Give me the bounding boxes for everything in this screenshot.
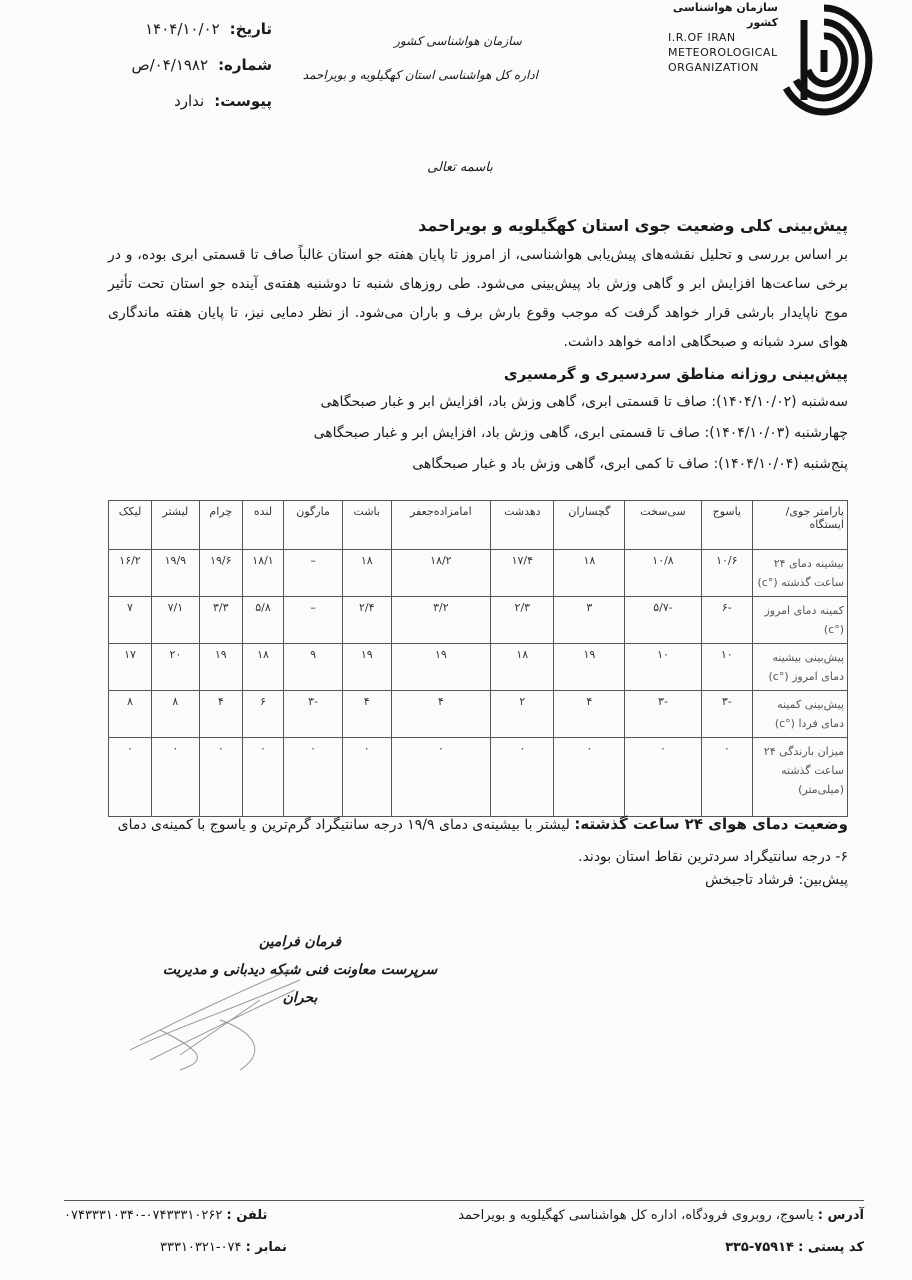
number-row: [112, 56, 272, 92]
postal-value: ۷۵۹۱۴-۳۳۵: [725, 1240, 794, 1255]
table-cell: -۳: [625, 691, 701, 738]
row-label: بیشینه دمای ۲۴ ساعت گذشته (°c): [753, 550, 848, 597]
table-cell: ۰: [199, 738, 242, 817]
footer-phone: [64, 1208, 267, 1223]
table-cell: ۷: [109, 597, 152, 644]
table-cell: ۵/۸: [242, 597, 283, 644]
date-row: [112, 20, 272, 56]
table-cell: ۱۰: [701, 644, 752, 691]
meteorological-organization-logo: [664, 0, 874, 120]
table-cell: ۹: [284, 644, 343, 691]
table-cell: ۱۶/۲: [109, 550, 152, 597]
status-label: وضعیت دمای هوای ۲۴ ساعت گذشته:: [574, 815, 848, 833]
daily-forecast-line: پنج‌شنبه (۱۴۰۴/۱۰/۰۴): صاف تا کمی ابری، گاهی وزش باد و غبار صبحگاهی: [412, 456, 848, 472]
organization-names: [302, 24, 538, 92]
table-cell: ۰: [152, 738, 200, 817]
date-label: تاریخ:: [229, 20, 272, 38]
table-cell: ۱۸: [343, 550, 392, 597]
table-cell: ۱۹: [391, 644, 491, 691]
station-weather-table: [108, 500, 848, 817]
signer-name: فرمان فرامین: [258, 934, 342, 950]
status-text: لیشتر با بیشینه‌ی دمای ۱۹/۹ درجه سانتیگراد گرم‌ترین و یاسوج با کمینه‌ی دمای ۶- درجه سانتیگراد سردترین نقاط استان بودند.: [117, 817, 848, 865]
org-line-2: اداره کل هواشناسی استان کهگیلویه و بویراحمد: [302, 68, 538, 82]
table-cell: ۲: [491, 691, 554, 738]
table-cell: ۴: [391, 691, 491, 738]
table-cell: ۰: [491, 738, 554, 817]
temperature-status: [108, 808, 848, 873]
table-cell: ۰: [284, 738, 343, 817]
table-cell: ۰: [242, 738, 283, 817]
date-value: ۱۴۰۴/۱۰/۰۲: [145, 20, 220, 38]
fax-value: ۰۷۴-۳۳۳۱۰۳۲۱: [160, 1240, 242, 1255]
table-cell: ۱۸/۲: [391, 550, 491, 597]
table-header-cell: چرام: [199, 501, 242, 550]
daily-forecast-line: سه‌شنبه (۱۴۰۴/۱۰/۰۲): صاف تا قسمتی ابری، گاهی وزش باد، افزایش ابر و غبار صبحگاهی: [320, 394, 848, 410]
table-row: [109, 738, 848, 817]
table-header-cell: باشت: [343, 501, 392, 550]
table-header-cell: لنده: [242, 501, 283, 550]
table-header-cell: سی‌سخت: [625, 501, 701, 550]
row-label: پیش‌بینی بیشینه دمای امروز (°c): [753, 644, 848, 691]
table-cell: ۱۹/۶: [199, 550, 242, 597]
handwritten-signature-icon: [120, 960, 320, 1080]
row-label: پیش‌بینی کمینه دمای فردا (°c): [753, 691, 848, 738]
address-label: آدرس :: [817, 1208, 864, 1223]
logo-en-line-1: I.R.OF IRAN: [668, 31, 736, 44]
table-cell: ۱۰/۸: [625, 550, 701, 597]
table-cell: -۵/۷: [625, 597, 701, 644]
table-cell: ۱۹: [199, 644, 242, 691]
number-value: ۰۴/۱۹۸۲/ص: [131, 56, 209, 74]
table-cell: ۷/۱: [152, 597, 200, 644]
forecaster-name: پیش‌بین: فرشاد تاجبخش: [705, 872, 848, 888]
forecast-title: پیش‌بینی کلی وضعیت جوی استان کهگیلویه و بویراحمد: [418, 216, 848, 235]
table-cell: ۳: [554, 597, 625, 644]
table-cell: ۲۰: [152, 644, 200, 691]
table-cell: ۱۷: [109, 644, 152, 691]
row-label: کمینه دمای امروز (°c): [753, 597, 848, 644]
logo-fa-text: سازمان هواشناسی کشور: [672, 1, 778, 29]
table-cell: ۱۸/۱: [242, 550, 283, 597]
table-cell: ۰: [625, 738, 701, 817]
daily-forecast-title: پیش‌بینی روزانه مناطق سردسیری و گرمسیری: [503, 365, 848, 383]
table-cell: ۴: [554, 691, 625, 738]
table-cell: -۶: [701, 597, 752, 644]
org-line-1: سازمان هواشناسی کشور: [394, 34, 522, 48]
address-value: یاسوج، روبروی فرودگاه، اداره کل هواشناسی کهگیلویه و بویراحمد: [458, 1208, 814, 1223]
table-cell: ۰: [391, 738, 491, 817]
fax-label: نمابر :: [245, 1240, 287, 1255]
footer-fax: [160, 1240, 287, 1255]
forecast-body: [108, 216, 848, 480]
table-header-cell: لیشتر: [152, 501, 200, 550]
table-cell: ۱۸: [242, 644, 283, 691]
table-row: [109, 550, 848, 597]
daily-forecast-line: چهارشنبه (۱۴۰۴/۱۰/۰۳): صاف تا قسمتی ابری، گاهی وزش باد، افزایش ابر و غبار صبحگاهی: [313, 425, 848, 441]
attachment-row: [112, 92, 272, 128]
postal-label: کد پستی :: [798, 1240, 864, 1255]
logo-emblem-icon: [774, 0, 874, 118]
table-cell: ۱۷/۴: [491, 550, 554, 597]
attachment-label: پیوست:: [214, 92, 272, 110]
table-cell: ۱۸: [491, 644, 554, 691]
invocation: باسمه تعالی: [427, 160, 493, 175]
table-cell: ۱۰/۶: [701, 550, 752, 597]
letter-meta: [112, 20, 272, 128]
footer-address: [458, 1208, 864, 1223]
table-cell: -۳: [701, 691, 752, 738]
logo-text: [668, 0, 778, 75]
table-header-cell: لیکک: [109, 501, 152, 550]
table-row: [109, 644, 848, 691]
footer-postal: [725, 1240, 864, 1255]
table-cell: ۶: [242, 691, 283, 738]
forecast-paragraph: بر اساس بررسی و تحلیل نقشه‌های پیش‌یابی هواشناسی، از امروز تا پایان هفته جو استان غالباً صاف تا قسمتی ابری بوده، و در برخی ساعت‌ها افزایش ابر و گاهی وزش باد پیش‌بینی می‌شود. طی روزهای شنبه تا دوشنبه هفته‌ی آینده جو استان تحت تأثیر موج ناپایدار بارشی قرار خواهد گرفت که موجب وقوع بارش برف و باران می‌شود. از نظر دمایی نیز، تا پایان هفته ماندگاری هوای سرد شبانه و صبحگاهی ادامه خواهد داشت.: [108, 247, 848, 350]
table-cell: –: [284, 550, 343, 597]
footer-divider: [64, 1200, 864, 1201]
table-header-cell: امامزاده‌جعفر: [391, 501, 491, 550]
phone-label: تلفن :: [226, 1208, 268, 1223]
table-cell: ۳/۳: [199, 597, 242, 644]
number-label: شماره:: [218, 56, 272, 74]
table-header-cell: دهدشت: [491, 501, 554, 550]
table-cell: ۸: [152, 691, 200, 738]
table-cell: -۳: [284, 691, 343, 738]
table-cell: ۰: [554, 738, 625, 817]
row-label: میزان بارندگی ۲۴ ساعت گذشته (میلی‌متر): [753, 738, 848, 817]
table-header-cell: پارامتر جوی/ ایستگاه: [753, 501, 848, 550]
table-cell: –: [284, 597, 343, 644]
table-cell: ۱۸: [554, 550, 625, 597]
table-cell: ۱۰: [625, 644, 701, 691]
table-cell: ۸: [109, 691, 152, 738]
table-cell: ۳/۲: [391, 597, 491, 644]
signer-title: سرپرست معاونت فنی شبکه دیدبانی و مدیریت بحران: [162, 962, 438, 1006]
attachment-value: ندارد: [174, 92, 205, 110]
table-cell: ۱۹: [554, 644, 625, 691]
table-cell: ۲/۴: [343, 597, 392, 644]
table-header-cell: مارگون: [284, 501, 343, 550]
table-cell: ۲/۳: [491, 597, 554, 644]
table-cell: ۱۹: [343, 644, 392, 691]
table-cell: ۰: [343, 738, 392, 817]
phone-value: ۰۷۴۳۳۳۱۰۲۶۲-۰۷۴۳۳۳۱۰۳۴۰: [64, 1208, 223, 1223]
table-row: [109, 691, 848, 738]
table-cell: ۴: [199, 691, 242, 738]
table-header-cell: گچساران: [554, 501, 625, 550]
table-cell: ۰: [701, 738, 752, 817]
table-cell: ۰: [109, 738, 152, 817]
table-cell: ۱۹/۹: [152, 550, 200, 597]
table-cell: ۴: [343, 691, 392, 738]
table-header-cell: یاسوج: [701, 501, 752, 550]
table-header-row: [109, 501, 848, 550]
logo-en-line-3: ORGANIZATION: [668, 61, 759, 74]
table-row: [109, 597, 848, 644]
logo-en-line-2: METEOROLOGICAL: [668, 46, 778, 59]
